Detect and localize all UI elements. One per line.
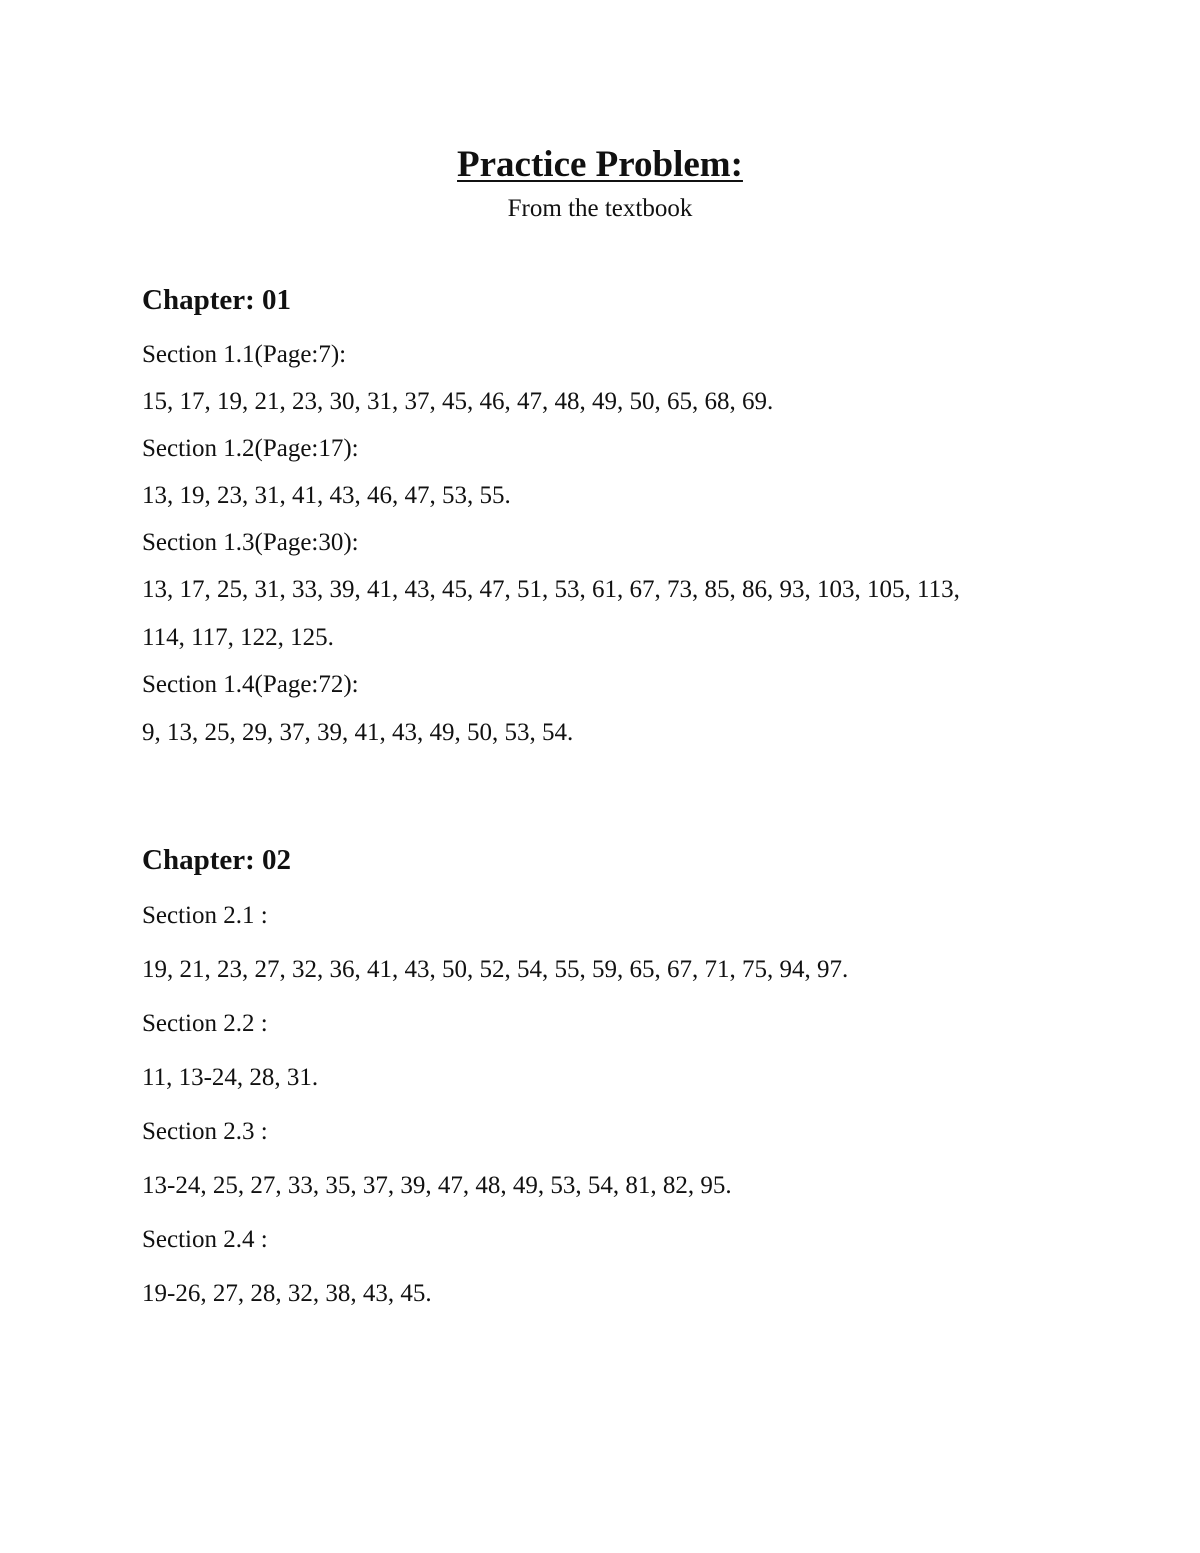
section-label-2-3: Section 2.3 : xyxy=(142,1118,268,1145)
section-label-1-2: Section 1.2(Page:17): xyxy=(142,435,359,462)
section-label-1-1: Section 1.1(Page:7): xyxy=(142,341,347,368)
section-problems-2-3: 13-24, 25, 27, 33, 35, 37, 39, 47, 48, 49, 53, 54, 81, 82, 95. xyxy=(142,1172,732,1199)
section-problems-2-4: 19-26, 27, 28, 32, 38, 43, 45. xyxy=(142,1280,432,1307)
chapter-heading-01: Chapter: 01 xyxy=(142,284,292,316)
section-problems-1-3-line-2: 114, 117, 122, 125. xyxy=(142,624,334,651)
section-label-2-2: Section 2.2 : xyxy=(142,1010,268,1037)
section-problems-1-3-line-1: 13, 17, 25, 31, 33, 39, 41, 43, 45, 47, 51, 53, 61, 67, 73, 85, 86, 93, 103, 105, 113, xyxy=(142,576,960,603)
section-problems-2-2: 11, 13-24, 28, 31. xyxy=(142,1064,319,1091)
page-subtitle: From the textbook xyxy=(507,195,693,222)
section-label-2-1: Section 2.1 : xyxy=(142,902,268,929)
page-title: Practice Problem: xyxy=(457,144,743,185)
section-label-2-4: Section 2.4 : xyxy=(142,1226,268,1253)
chapter-heading-02: Chapter: 02 xyxy=(142,844,292,876)
section-label-1-3: Section 1.3(Page:30): xyxy=(142,529,359,556)
section-problems-2-1: 19, 21, 23, 27, 32, 36, 41, 43, 50, 52, 54, 55, 59, 65, 67, 71, 75, 94, 97. xyxy=(142,956,849,983)
section-problems-1-2: 13, 19, 23, 31, 41, 43, 46, 47, 53, 55. xyxy=(142,482,511,509)
section-problems-1-4: 9, 13, 25, 29, 37, 39, 41, 43, 49, 50, 53, 54. xyxy=(142,719,574,746)
section-label-1-4: Section 1.4(Page:72): xyxy=(142,671,359,698)
section-problems-1-1: 15, 17, 19, 21, 23, 30, 31, 37, 45, 46, 47, 48, 49, 50, 65, 68, 69. xyxy=(142,388,774,415)
